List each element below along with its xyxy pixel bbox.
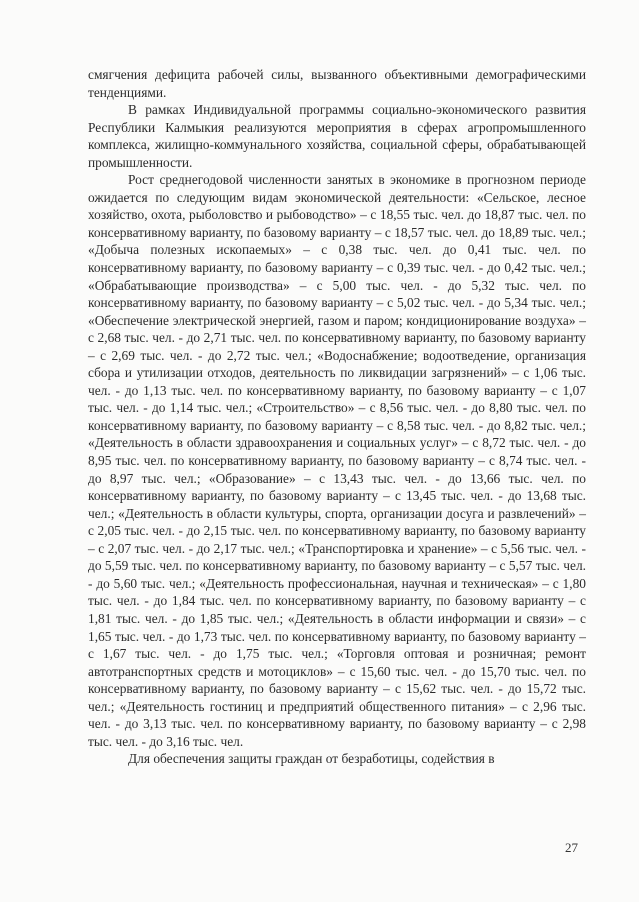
paragraph-employment-growth: Рост среднегодовой численности занятых в экономике в прогнозном периоде ожидается по следующим видам экономической деятельности: «Сельское, лесное хозяйство, охота, рыболовство и рыбоводство» – с 18,55 тыс. чел. до 18,87 тыс. чел. по консервативному варианту, по базовому варианту – с 18,57 тыс. чел. до 18,89 тыс. чел.; «Добыча полезных ископаемых» – с 0,38 тыс. чел. до 0,41 тыс. чел. по консервативному варианту, по базовому варианту – с 0,39 тыс. чел. - до 0,42 тыс. чел.; «Обрабатывающие производства» – с 5,00 тыс. чел. - до 5,32 тыс. чел. по консервативному варианту, по базовому варианту – с 5,02 тыс. чел. - до 5,34 тыс. чел.; «Обеспечение электрической энергией, газом и паром; кондиционирование воздуха» – с 2,68 тыс. чел. - до 2,71 тыс. чел. по консервативному варианту, по базовому варианту – с 2,69 тыс. чел. - до 2,72 тыс. чел.; «Водоснабжение; водоотведение, организация сбора и утилизации отходов, деятельность по ликвидации загрязнений» – с 1,06 тыс. чел. - до 1,13 тыс. чел. по консервативному варианту, по базовому варианту – с 1,07 тыс. чел. - до 1,14 тыс. чел.; «Строительство» – с 8,56 тыс. чел. - до 8,80 тыс. чел. по консервативному варианту, по базовому варианту – с 8,58 тыс. чел. - до 8,82 тыс. чел.; «Деятельность в области здравоохранения и социальных услуг» – с 8,72 тыс. чел. - до 8,95 тыс. чел. по консервативному варианту, по базовому варианту – с 8,74 тыс. чел. - до 8,97 тыс. чел.; «Образование» – с 13,43 тыс. чел. - до 13,66 тыс. чел. по консервативному варианту, по базовому варианту – с 13,45 тыс. чел. - до 13,68 тыс. чел.; «Деятельность в области культуры, спорта, организации досуга и развлечений» – с 2,05 тыс. чел. - до 2,15 тыс. чел. по консервативному варианту, по базовому варианту – с 2,07 тыс. чел. - до 2,17 тыс. чел.; «Транспортировка и хранение» – с 5,56 тыс. чел. - до 5,59 тыс. чел. по консервативному варианту, по базовому варианту – с 5,57 тыс. чел. - до 5,60 тыс. чел.; «Деятельность профессиональная, научная и техническая» – с 1,80 тыс. чел. - до 1,84 тыс. чел. по консервативному варианту, по базовому варианту – с 1,81 тыс. чел. - до 1,85 тыс. чел.; «Деятельность в области информации и связи» – с 1,65 тыс. чел. - до 1,73 тыс. чел. по консервативному варианту, по базовому варианту – с 1,67 тыс. чел. - до 1,75 тыс. чел.; «Торговля оптовая и розничная; ремонт автотранспортных средств и мотоциклов» – с 15,60 тыс. чел. - до 15,70 тыс. чел. по консервативному варианту, по базовому варианту – с 15,62 тыс. чел. - до 15,72 тыс. чел.; «Деятельность гостиниц и предприятий общественного питания» – с 2,96 тыс. чел. - до 3,13 тыс. чел. по консервативному варианту, по базовому варианту – с 2,98 тыс. чел. - до 3,16 тыс. чел. xyxy=(88,172,586,749)
paragraph-program-measures: В рамках Индивидуальной программы социально-экономического развития Республики Калмыкия реализуются мероприятия в сферах агропромышленного комплекса, жилищно-коммунального хозяйства, социальной сферы, обрабатывающей промышленности. xyxy=(88,102,586,170)
paragraph-demographic-tail: смягчения дефицита рабочей силы, вызванного объективными демографическими тенденциями. xyxy=(88,67,586,100)
page-number: 27 xyxy=(565,840,578,855)
paragraph-unemployment-protection: Для обеспечения защиты граждан от безработицы, содействия в xyxy=(128,751,495,767)
document-page xyxy=(88,66,586,768)
